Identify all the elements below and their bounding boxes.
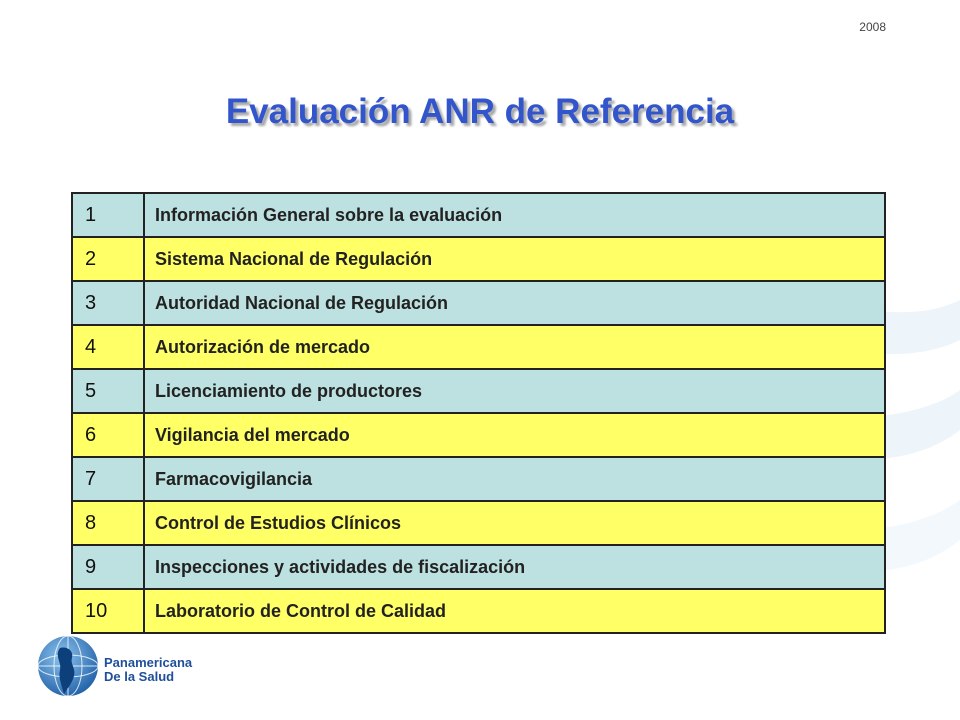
logo-line-1: Panamericana [104,655,193,670]
table-row [72,413,885,457]
row-label: Farmacovigilancia [144,457,885,501]
row-label: Laboratorio de Control de Calidad [144,589,885,633]
table-row [72,369,885,413]
table-row [72,281,885,325]
row-number: 10 [72,589,144,633]
row-number: 6 [72,413,144,457]
table-row [72,589,885,633]
table-row [72,457,885,501]
row-label: Autorización de mercado [144,325,885,369]
row-number: 4 [72,325,144,369]
logo-line-2: De la Salud [104,669,175,684]
organization-logo-text [104,656,192,684]
row-label: Control de Estudios Clínicos [144,501,885,545]
row-label: Licenciamiento de productores [144,369,885,413]
row-number: 9 [72,545,144,589]
row-label: Autoridad Nacional de Regulación [144,281,885,325]
row-label: Inspecciones y actividades de fiscalización [144,545,885,589]
row-label: Sistema Nacional de Regulación [144,237,885,281]
table-row [72,237,885,281]
row-label: Vigilancia del mercado [144,413,885,457]
table-row [72,193,885,237]
table-row [72,501,885,545]
globe-icon [36,628,100,704]
row-number: 3 [72,281,144,325]
row-number: 7 [72,457,144,501]
slide-title: Evaluación ANR de Referencia [225,92,735,131]
row-number: 5 [72,369,144,413]
year-label: 2008 [859,20,886,34]
row-number: 1 [72,193,144,237]
row-label: Información General sobre la evaluación [144,193,885,237]
row-number: 2 [72,237,144,281]
table-row [72,325,885,369]
assessment-table [71,192,886,634]
row-number: 8 [72,501,144,545]
table-row [72,545,885,589]
